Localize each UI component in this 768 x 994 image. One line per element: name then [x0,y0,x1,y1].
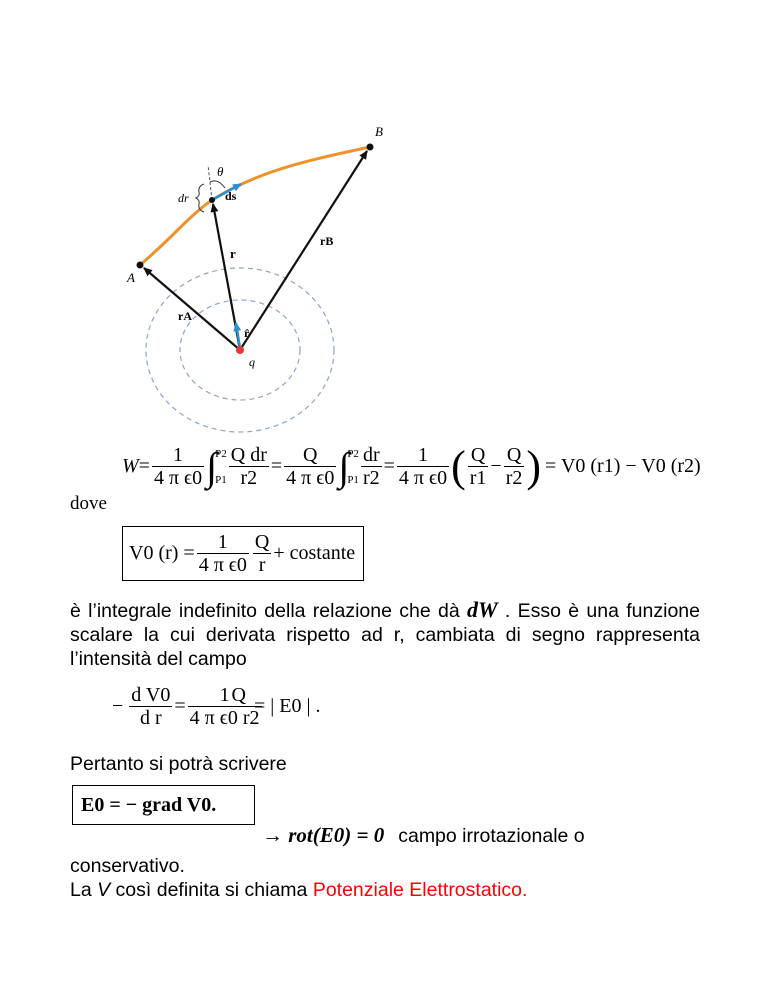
word-dove: dove [70,493,107,514]
final-before: La [70,879,98,901]
label-r: r [230,246,236,261]
label-ds: ds [225,189,237,203]
integrand-den: r2 [240,467,258,489]
label-dr: dr [178,191,189,205]
eq-W: W [122,455,139,477]
r2-den: r2 [362,467,380,489]
final-highlight: Potenziale Elettrostatico. [312,879,528,901]
radial-extension [208,165,212,200]
paragraph-before: è l’integrale indefinito della relazione che dà [70,600,467,622]
field-frac-num: 1 [188,684,262,707]
final-middle: così definita si chiama [110,879,313,901]
eq-equals-3: = [383,455,395,477]
dr-num: dr [362,444,380,466]
equation-field [112,684,320,729]
potential-frac-Q-over-r [253,531,271,576]
Q-num-r1: Q [468,444,489,467]
field-equals: = [174,695,186,717]
limit-upper-2: P2 [347,447,359,460]
frac-num-2: 1 [397,444,449,467]
field-rhs: = | E0 | . [253,695,321,717]
final-V: V [97,879,111,901]
label-theta: θ [217,164,224,179]
frac-Q-over-r1 [468,444,489,489]
equation-grad: E0 = − grad V0. [81,793,217,816]
point-A [137,262,144,269]
Q-num: Q [284,444,336,467]
potential-lhs: V0 (r) = [129,542,195,564]
equation-work [122,441,701,491]
eq-equals-2: = [270,455,283,477]
limit-lower-2: P1 [347,473,359,486]
potential-r: r [258,554,266,576]
frac-num: 1 [152,444,204,467]
rot-line [262,823,585,848]
paren-close: ) [526,441,542,491]
field-frac-den: 4 π ϵ0 r2 [189,707,260,729]
paragraph-final [70,878,527,902]
electrostatic-work-figure [100,120,420,460]
limit-lower: P1 [215,473,227,486]
limit-upper: P2 [215,447,227,460]
vector-rB [240,151,367,350]
eq-work-rhs: = V0 (r1) − V0 (r2) [545,455,701,477]
frac-den: 4 π ϵ0 [153,467,203,489]
Q-den: 4 π ϵ0 [286,467,335,489]
potential-frac-den: 4 π ϵ0 [198,554,247,576]
eq-equals: = [138,455,150,477]
frac-dr-over-r2 [361,444,382,489]
r1-den: r1 [469,467,487,489]
label-A: A [127,270,135,285]
point-B [367,144,374,151]
integral-sign-2: ∫ [338,443,350,489]
frac-const-2 [397,444,449,489]
label-B: B [375,124,383,139]
paragraph-pertanto: Pertanto si potrà scrivere [70,753,287,775]
field-dr: d r [139,707,162,729]
charge-q [236,346,244,354]
label-rB: rB [320,234,334,248]
paragraph-after: . Esso è una funzione scalare la cui derivata rispetto ad r, cambiata di segno rappresenta l’intensità del campo [70,600,700,670]
label-rhat: r̂ [244,326,250,340]
label-rA: rA [178,309,192,323]
frac-integrand [229,444,269,489]
paragraph-integral [70,598,700,671]
frac-Q-over-4pie0 [284,444,336,489]
eq-minus: − [490,455,502,477]
potential-frac-num: 1 [197,531,249,554]
paragraph-conservativo: conservativo. [70,855,185,877]
integral-sign: ∫ [206,443,218,489]
frac-Q-over-r2 [504,444,525,489]
equation-grad-box [72,785,255,825]
integrand-num: Q dr [230,444,267,466]
r2b-den: r2 [505,467,523,489]
frac-den-2: 4 π ϵ0 [398,467,448,489]
Q-num-r2: Q [504,444,525,467]
point-ds-origin [209,197,215,203]
path-curve [140,147,370,265]
potential-frac-const [197,531,249,576]
field-dV0: d V0 [131,684,171,706]
potential-tail: + costante [273,542,356,564]
field-frac-Q [230,684,248,729]
rot-expression: → rot(E0) = 0 [262,823,385,847]
paragraph-dW: dW [467,597,498,622]
rot-text: campo irrotazionale o [398,824,585,847]
field-frac-dV0-dr [129,684,172,729]
frac-const [152,444,204,489]
field-frac-const [188,684,262,729]
field-minus: − [112,695,124,717]
field-Q: Q [231,684,246,706]
theta-arc [210,181,225,188]
equation-potential-box [122,526,364,581]
paren-open: ( [451,441,466,491]
potential-Q: Q [254,531,270,553]
label-q: q [249,355,255,369]
